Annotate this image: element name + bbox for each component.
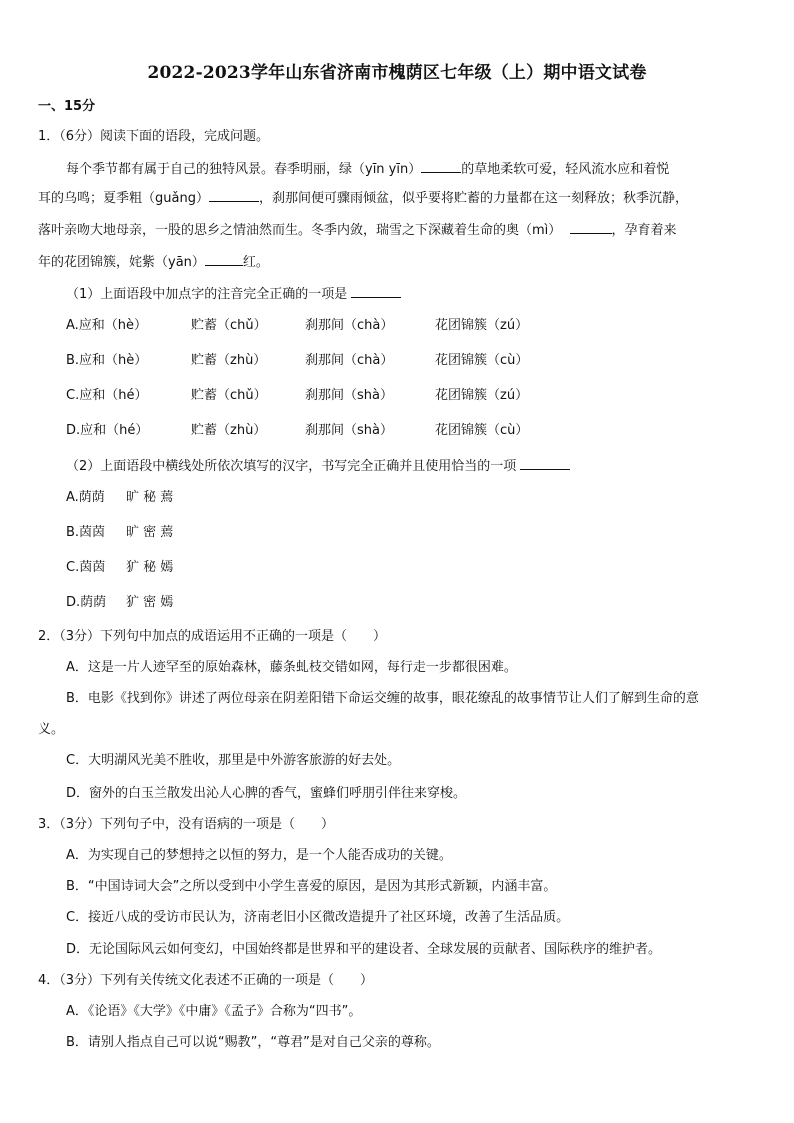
passage-text: 落叶亲吻大地母亲，一股的思乡之情油然而生。冬季内敛，瑞雪之下深藏着生命的奥（mì） [38,223,562,238]
option-cell: 贮蓄（zhù） [191,423,267,438]
sub-question-1 [66,285,401,304]
option-cell: A.荫荫 [66,490,105,505]
passage-text: ，刹那间便可骤雨倾盆，似乎要将贮蓄的力量都在这一刻释放；秋季沉静， [258,191,688,206]
passage-text: 年的花团锦簇，姹紫（yān） [38,255,205,270]
answer-blank [520,457,570,470]
passage-text: 红。 [242,255,269,270]
option-a: A．《论语》《大学》《中庸》《孟子》合称为“四书”。 [66,1004,362,1019]
option-cell: 贮蓄（chǔ） [191,318,267,333]
option-a: A．这是一片人迹罕至的原始森林，藤条虬枝交错如网，每行走一步都很困难。 [66,660,517,675]
passage-line-2 [38,189,688,208]
option-c: C．接近八成的受访市民认为，济南老旧小区微改造提升了社区环境，改善了生活品质。 [66,910,570,925]
passage-text: ，孕育着来 [611,223,677,238]
option-cell: 犷 秘 嫣 [126,560,174,575]
passage-line-1 [66,160,669,179]
passage-text: 每个季节都有属于自己的独特风景。春季明丽，绿（yīn yīn） [66,162,422,177]
question-3-stem: 3．（3分）下列句子中，没有语病的一项是（ ） [38,817,335,832]
sub-question-2 [66,457,570,476]
option-cell: D.应和（hé） [66,423,149,438]
option-cell: 犷 密 嫣 [126,595,174,610]
question-4-stem: 4．（3分）下列有关传统文化表述不正确的一项是（ ） [38,973,374,988]
option-cell: 旷 秘 蔫 [126,490,174,505]
option-cell: 刹那间（shà） [305,423,393,438]
fill-blank [570,221,612,234]
option-cell: 贮蓄（zhù） [191,353,267,368]
option-b: B．“中国诗词大会”之所以受到中小学生喜爱的原因，是因为其形式新颖，内涵丰富。 [66,879,557,894]
question-2-stem: 2．（3分）下列句中加点的成语运用不正确的一项是（ ） [38,629,387,644]
option-b: B．请别人指点自己可以说“赐教”，“尊君”是对自己父亲的尊称。 [66,1035,440,1050]
option-cell: B.应和（hè） [66,353,148,368]
option-cell: 花团锦簇（cù） [435,353,529,368]
sub-question-text: （1）上面语段中加点字的注音完全正确的一项是 [66,287,348,302]
answer-blank [351,285,401,298]
option-cell: D.荫荫 [66,595,107,610]
option-c: C．大明湖风光美不胜收，那里是中外游客旅游的好去处。 [66,753,401,768]
option-d: D．无论国际风云如何变幻，中国始终都是世界和平的建设者、全球发展的贡献者、国际秩序的维护者。 [66,942,662,957]
option-cell: C.应和（hé） [66,388,148,403]
option-cell: 花团锦簇（zú） [435,388,529,403]
option-cell: A.应和（hè） [66,318,148,333]
fill-blank [421,160,461,173]
option-cell: 花团锦簇（zú） [435,318,529,333]
passage-line-4 [38,253,269,272]
option-cell: B.茵茵 [66,525,106,540]
option-b: B．电影《找到你》讲述了两位母亲在阴差阳错下命运交缠的故事，眼花缭乱的故事情节让人们了解到生命的意 [66,691,699,706]
option-cell: 刹那间（shà） [305,388,393,403]
passage-text: 的草地柔软可爱，轻风流水应和着悦 [461,162,670,177]
passage-text: 耳的乌鸣；夏季粗（guǎng） [38,191,209,206]
sub-question-text: （2）上面语段中横线处所依次填写的汉字，书写完全正确并且使用恰当的一项 [66,459,517,474]
option-cell: 花团锦簇（cù） [435,423,529,438]
passage-line-3 [38,221,677,240]
question-1-stem: 1．（6分）阅读下面的语段，完成问题。 [38,129,270,144]
option-b-continued: 义。 [38,722,65,737]
option-cell: 旷 密 蔫 [126,525,174,540]
option-cell: C.茵茵 [66,560,106,575]
section-heading: 一、15分 [38,99,96,114]
option-cell: 刹那间（chà） [305,353,394,368]
fill-blank [209,189,259,202]
option-a: A．为实现自己的梦想持之以恒的努力，是一个人能否成功的关键。 [66,848,452,863]
option-cell: 刹那间（chà） [305,318,394,333]
option-cell: 贮蓄（chǔ） [191,388,267,403]
option-d: D．窗外的白玉兰散发出沁人心脾的香气，蜜蜂们呼朋引伴往来穿梭。 [66,786,467,801]
page-title: 2022-2023学年山东省济南市槐荫区七年级（上）期中语文试卷 [147,63,647,83]
fill-blank [205,253,243,266]
